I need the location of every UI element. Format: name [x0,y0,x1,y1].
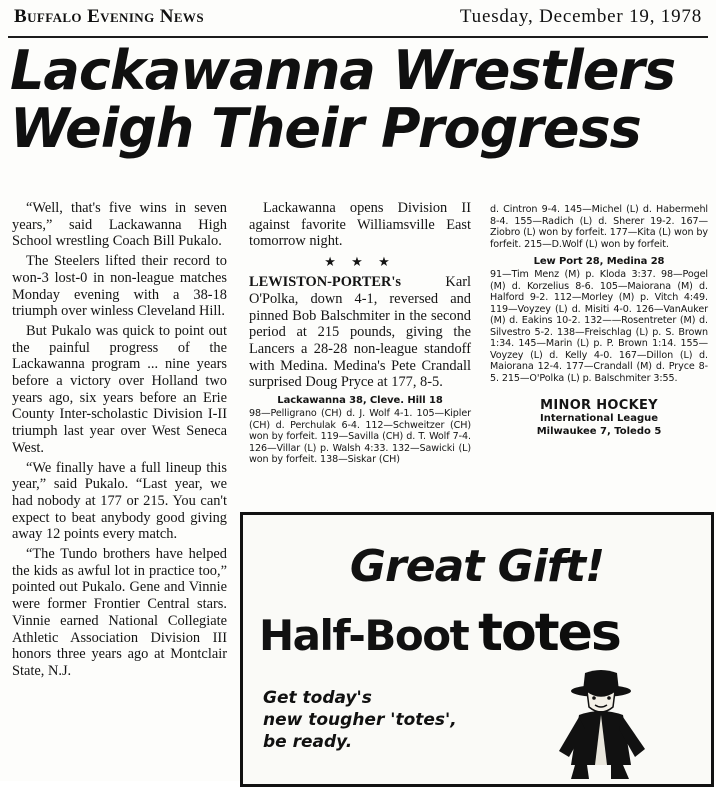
minor-hockey-title: MINOR HOCKEY [540,398,658,413]
headline-line-2: Weigh Their Progress [10,96,641,160]
results-box-lewport [490,256,708,384]
ad-tagline [263,687,513,753]
minor-hockey-block [490,398,708,437]
column-one [12,200,227,683]
results-continuation [490,204,708,250]
paragraph: “We finally have a full lineup this year,” said Pukalo. “Last year, we had nobody at 177 or 215. You can't expect to beat anybody good giving away 12 points every match. [12,459,227,543]
results-box-lackawanna [249,395,471,466]
results-box-body: 91—Tim Menz (M) p. Kloda 3:37. 98—Pogel (M) d. Korzelius 8-6. 105—Maiorana (M) d. Halford 9-2. 112—Morley (M) p. Vitch 4:49. 119—Voyzey (L) d. Misiti 4-0. 126—VanAuker (M) d. Eakins 10-2. 132——Rosentreter (M) d. Silvestro 5-2. 138—Freischlag (L) p. S. Brown 1:34. 145—Marin (L) p. P. Brown 1:14. 155—Voyzey (L) d. Kelly 4-0. 167—Dillon (L) d. Maiorana 12-4. 177—Crandall (M) d. Pryce 8-5. 215—O'Polka (L) p. Balschmiter 3:55. [490,269,708,384]
ad-tagline-line-1: Get today's [263,688,372,708]
cartoon-man-illustration [539,665,669,785]
column-three [490,200,708,437]
paragraph: The Steelers lifted their record to won-3 lost-0 in non-league matches Monday evening with a 38-18 triumph over winless Cleveland Hill. [12,253,227,320]
advertisement[interactable] [240,512,714,787]
section-divider-stars: ★ ★ ★ [324,254,396,270]
paragraph: “The Tundo brothers have helped the kids as awful lot in practice too,” pointed out Pukalo. Gene and Vinnie were former Frontier Central stars. Vinnie earned National Collegiate Athletic Association Division III honors three years ago at Montclair State, N.J. [12,546,227,679]
ad-product-name: Half-Boot [259,611,469,660]
column-two [249,200,471,472]
paragraph: “Well, that's five wins in seven years,” said Lackawanna High School wrestling Coach Bill Pukalo. [12,200,227,250]
ad-tagline-line-3: be ready. [263,732,353,753]
results-box-header: Lackawanna 38, Cleve. Hill 18 [277,395,443,407]
ad-headline: Great Gift! [349,541,605,592]
ad-tagline-line-2: new tougher 'totes', [263,710,457,731]
masthead [14,6,702,36]
minor-hockey-subtitle: International League [539,413,659,425]
paragraph-body: Karl O'Polka, down 4-1, reversed and pinned Bob Balschmiter in the second period at 215 pounds, giving the Lancers a 28-28 non-league standoff with Medina. Medina's Pete Crandall surprised Doug Pryce at 177, 8-5. [249,274,471,391]
page-headline [10,39,710,160]
masthead-rule [8,36,708,38]
paper-name: Buffalo Evening News [14,6,204,27]
paragraph-with-leadin [249,274,471,391]
paragraph: But Pukalo was quick to point out the painful progress of the Lackawanna program ... nine years before a victory over Holland two years ago, six years before an Erie County Inter-scholastic Division I-II triumph last year over West Seneca West. [12,322,227,456]
paragraph: Lackawanna opens Division II against favorite Williamsville East tomorrow night. [249,200,471,250]
results-box-header: Lew Port 28, Medina 28 [533,256,665,267]
lead-in-text: LEWISTON-PORTER's [249,274,401,291]
results-box-body: 98—Pelligrano (CH) d. J. Wolf 4-1. 105—Kipler (CH) d. Perchulak 6-4. 112—Schweitzer (CH) won by forfeit. 119—Savilla (CH) d. T. Wolf 7-4. 126—Villar (L) p. Walsh 4:33. 132—Sawicki (L) won by forfeit. 138—Siskar (CH) [249,408,471,466]
minor-hockey-score: Milwaukee 7, Toledo 5 [536,425,662,437]
results-continuation-body: d. Cintron 9-4. 145—Michel (L) d. Habermehl 8-4. 155—Radich (L) d. Sherer 19-2. 167—Ziobro (L) won by forfeit. 177—Kita (L) won by forfeit. 215—D.Wolf (L) won by forfeit. [490,204,708,250]
headline-line-1: Lackawanna Wrestlers [10,39,676,102]
advertisement-content [243,515,711,784]
ad-product-line [259,603,695,663]
publication-date: Tuesday, December 19, 1978 [459,6,702,27]
ad-brand-name: totes [478,603,620,663]
